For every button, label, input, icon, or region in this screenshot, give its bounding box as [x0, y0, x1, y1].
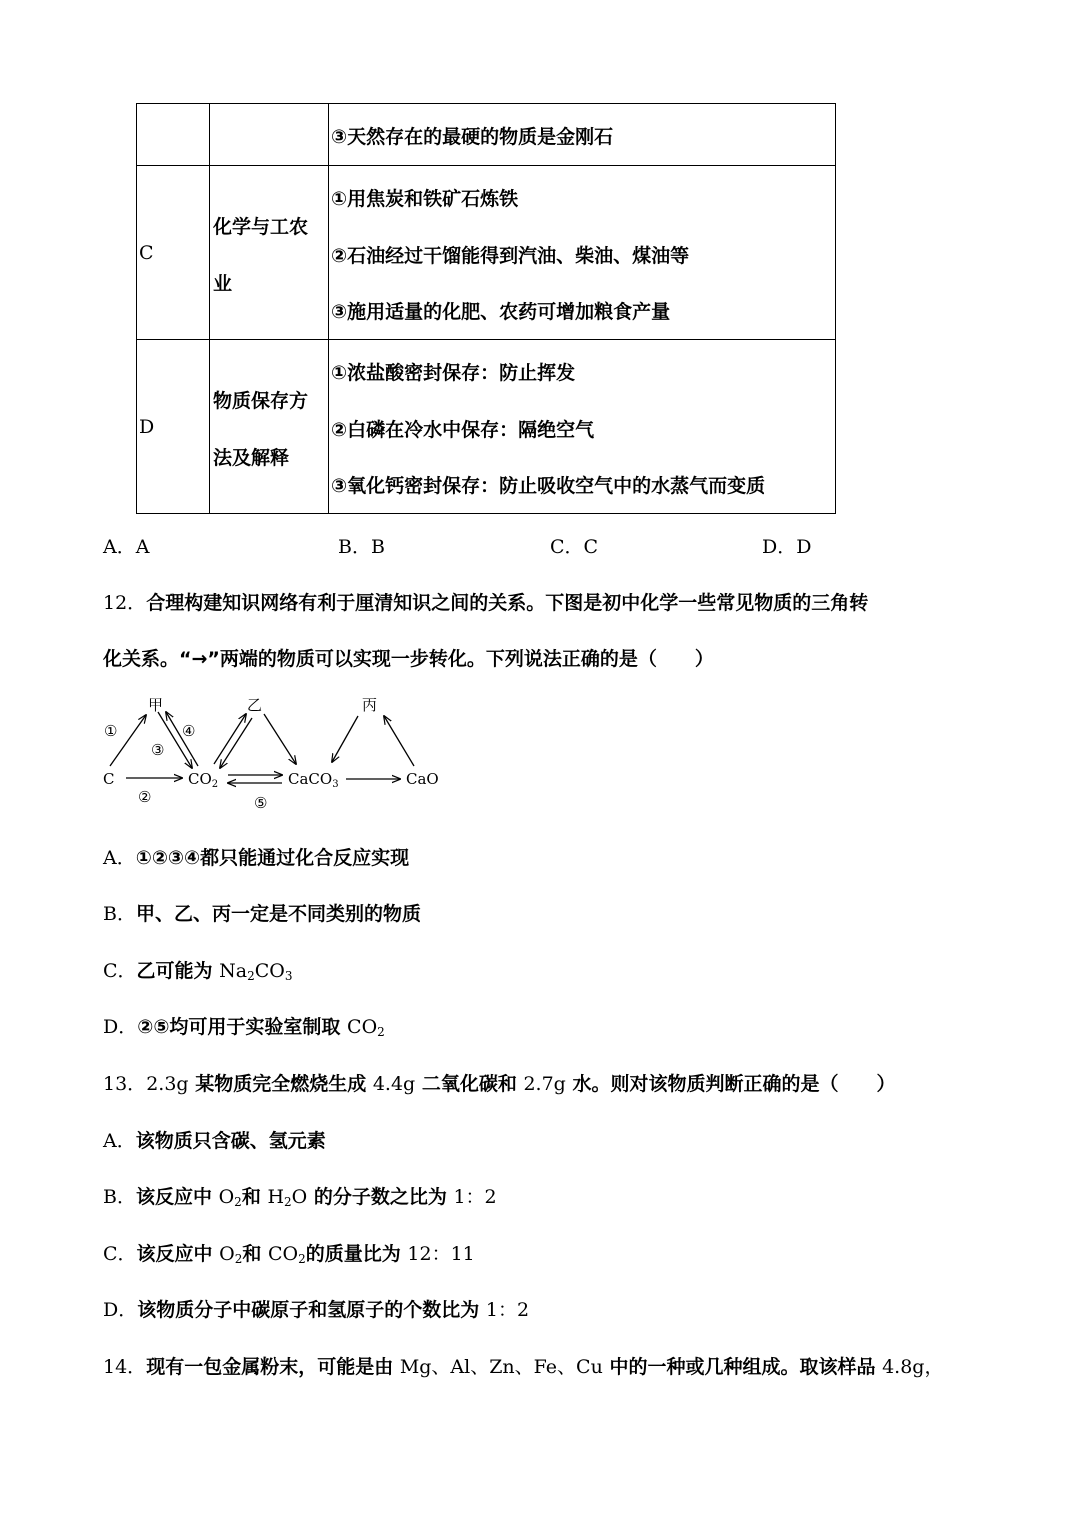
- arrow-yi-co2: [220, 718, 252, 768]
- q13-option-d[interactable]: D．该物质分子中碳原子和氢原子的个数比为 1：2: [103, 1299, 530, 1321]
- arrow-cao-bing: [384, 716, 414, 766]
- label-4: ④: [182, 722, 196, 740]
- table-cell-item: ①浓盐酸密封保存：防止挥发: [331, 362, 576, 384]
- q13-option-a[interactable]: A．该物质只含碳、氢元素: [103, 1130, 326, 1152]
- q13-stem: 13．2.3g 某物质完全燃烧生成 4.4g 二氧化碳和 2.7g 水。则对该物质判断正确的是（ ）: [103, 1073, 896, 1095]
- table-row-divider: [137, 165, 835, 166]
- table-cell-item: ③天然存在的最硬的物质是金刚石: [331, 126, 614, 148]
- option-value: B: [370, 536, 385, 558]
- node-c: C: [103, 770, 115, 788]
- table-cell-item: ②白磷在冷水中保存：隔绝空气: [331, 419, 595, 441]
- q12-option-a[interactable]: A．①②③④都只能通过化合反应实现: [103, 847, 410, 869]
- table-cell-item: ③施用适量的化肥、农药可增加粮食产量: [331, 301, 671, 323]
- option-value: D: [796, 536, 812, 558]
- q11-option-c[interactable]: [550, 532, 598, 559]
- table-cell-item: ①用焦炭和铁矿石炼铁: [331, 188, 519, 210]
- q14-stem: 14．现有一包金属粉末，可能是由 Mg、Al、Zn、Fe、Cu 中的一种或几种组成。取该样品 4.8g，: [103, 1356, 944, 1378]
- node-caco3: CaCO$_3$: [288, 770, 339, 790]
- table-cell-category: 化学与工农: [213, 216, 309, 238]
- node-cao: CaO: [406, 770, 439, 788]
- option-label: D．: [762, 536, 797, 558]
- option-value: C: [583, 536, 599, 558]
- arrow-yi-caco3: [264, 714, 296, 764]
- node-bing: 丙: [362, 696, 378, 714]
- q13-option-b[interactable]: B．该反应中 $O_2$和 $H_2O$ 的分子数之比为 1：2: [103, 1186, 497, 1209]
- q11-option-b[interactable]: [338, 532, 385, 559]
- option-label: C．: [550, 536, 584, 558]
- label-1: ①: [104, 722, 118, 740]
- option-value: A: [135, 536, 150, 558]
- arrow-co2-yi: [214, 714, 246, 764]
- label-3: ③: [151, 741, 165, 759]
- node-yi: 乙: [247, 696, 263, 714]
- table-cell-category: 业: [213, 273, 233, 295]
- label-5: ⑤: [254, 794, 268, 812]
- table-cell-item: ③氧化钙密封保存：防止吸收空气中的水蒸气而变质: [331, 475, 766, 497]
- question-text: 合理构建知识网络有利于厘清知识之间的关系。下图是初中化学一些常见物质的三角转: [146, 592, 869, 614]
- q12-stem-line2: 化关系。“→”两端的物质可以实现一步转化。下列说法正确的是（ ）: [103, 648, 714, 670]
- question-number: 12．: [103, 592, 147, 614]
- label-2: ②: [138, 788, 152, 806]
- q12-option-c[interactable]: C．乙可能为 $Na_2CO_3$: [103, 960, 293, 983]
- arrow-3: [158, 712, 192, 768]
- q11-option-a[interactable]: [103, 532, 149, 559]
- table-cell-category: 物质保存方: [213, 390, 309, 412]
- table-row-divider: [137, 339, 835, 340]
- node-co2: $CO_2$: [188, 770, 219, 790]
- node-jia: 甲: [148, 696, 164, 714]
- table-cell-category: 法及解释: [213, 447, 290, 469]
- q12-stem-line1: [103, 588, 868, 615]
- arrow-bing-caco3: [332, 716, 358, 762]
- q13-option-c[interactable]: C．该反应中 $O_2$和 $CO_2$的质量比为 12：11: [103, 1243, 475, 1266]
- options-table: [136, 103, 836, 514]
- table-cell-letter: C: [139, 242, 154, 264]
- table-cell-item: ②石油经过干馏能得到汽油、柴油、煤油等: [331, 245, 690, 267]
- conversion-diagram: [96, 690, 456, 815]
- q11-option-d[interactable]: [762, 532, 811, 559]
- q12-option-b[interactable]: B．甲、乙、丙一定是不同类别的物质: [103, 903, 421, 925]
- option-label: B．: [338, 536, 371, 558]
- table-cell-letter: D: [139, 416, 155, 438]
- q12-option-d[interactable]: D．②⑤均可用于实验室制取 $CO_2$: [103, 1016, 385, 1039]
- option-label: A．: [103, 536, 136, 558]
